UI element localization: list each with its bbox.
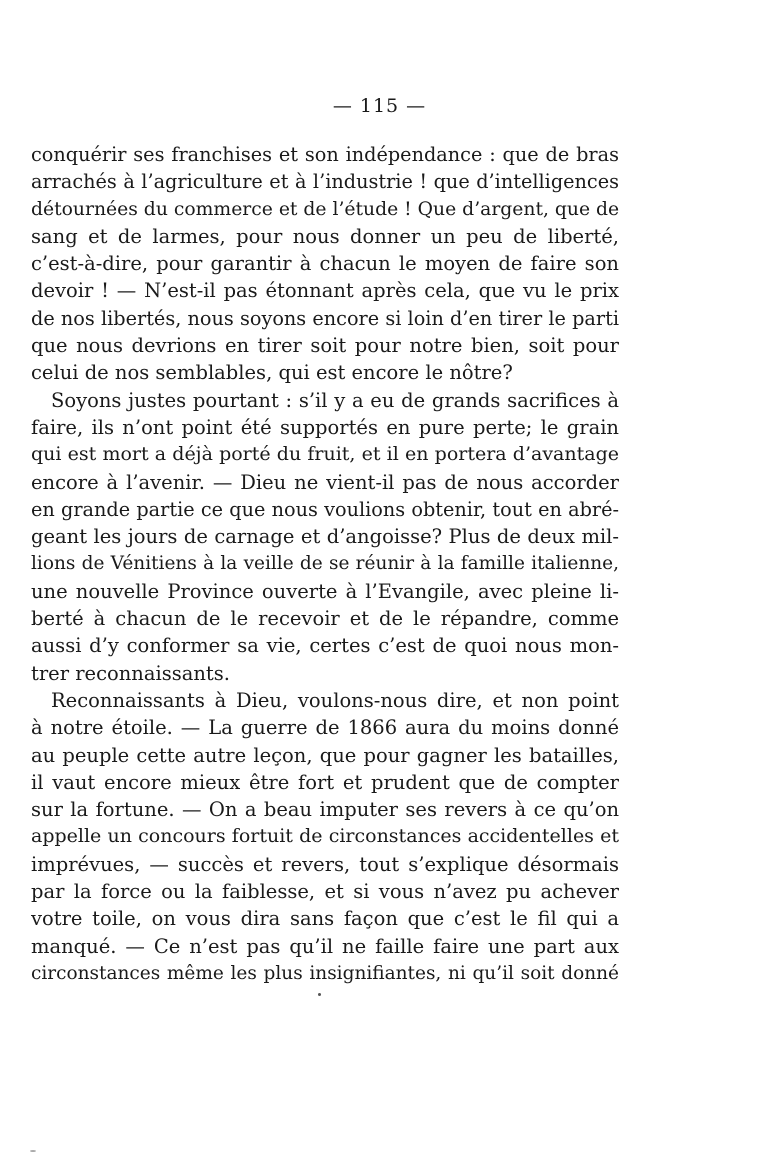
text-line: qui est mort a déjà porté du fruit, et il en portera d’avantage: [31, 443, 619, 466]
paragraph-1: [31, 141, 619, 387]
text-line: c’est-à-dire, pour garantir à chacun le moyen de faire son: [31, 252, 619, 276]
text-line: arrachés à l’agriculture et à l’industrie ! que d’intelligences: [31, 170, 619, 194]
text-line: conquérir ses franchises et son indépendance : que de bras: [31, 143, 619, 166]
text-line: geant les jours de carnage et d’angoisse? Plus de deux mil-: [31, 525, 619, 549]
text-line: berté à chacun de le recevoir et de le répandre, comme: [31, 607, 619, 631]
paragraph-3: [31, 687, 619, 987]
text-line: de nos libertés, nous soyons encore si loin d’en tirer le parti: [31, 306, 619, 330]
text-line: en grande partie ce que nous voulions obtenir, tout en abré-: [31, 497, 619, 521]
page-number: — 115 —: [332, 95, 427, 117]
text-line: manqué. — Ce n’est pas qu’il ne faille faire une part aux: [31, 934, 619, 958]
text-line: votre toile, on vous dira sans façon que c’est le fil qui a: [31, 907, 619, 931]
text-line: il vaut encore mieux être fort et prudent que de compter: [31, 770, 619, 794]
text-line: encore à l’avenir. — Dieu ne vient-il pas de nous accorder: [31, 470, 619, 494]
text-line: celui de nos semblables, qui est encore le nôtre?: [31, 361, 513, 385]
text-line: imprévues, — succès et revers, tout s’explique désormais: [31, 852, 619, 876]
text-line: aussi d’y conformer sa vie, certes c’est de quoi nous mon-: [31, 634, 619, 658]
text-line: Reconnaissants à Dieu, voulons-nous dire, et non point: [51, 688, 619, 712]
print-speck: [30, 1150, 36, 1152]
text-line: une nouvelle Province ouverte à l’Evangile, avec pleine li-: [31, 579, 619, 603]
text-line: détournées du commerce et de l’étude ! Que d’argent, que de: [31, 198, 619, 220]
text-line: sang et de larmes, pour nous donner un peu de liberté,: [31, 224, 619, 248]
paragraph-2: [31, 387, 619, 687]
text-line: faire, ils n’ont point été supportés en pure perte; le grain: [31, 415, 619, 439]
text-line: que nous devrions en tirer soit pour notre bien, soit pour: [31, 334, 619, 358]
text-line: lions de Vénitiens à la veille de se réunir à la famille italienne,: [31, 553, 619, 575]
text-line: sur la fortune. — On a beau imputer ses revers à ce qu’on: [31, 798, 619, 822]
text-line: au peuple cette autre leçon, que pour gagner les batailles,: [31, 743, 619, 767]
body-text: [31, 141, 619, 987]
text-line: à notre étoile. — La guerre de 1866 aura du moins donné: [31, 716, 619, 740]
text-line: Soyons justes pourtant : s’il y a eu de grands sacrifices à: [51, 388, 619, 412]
text-line: appelle un concours fortuit de circonstances accidentelles et: [31, 825, 619, 848]
text-line: circonstances même les plus insignifiantes, ni qu’il soit donné: [31, 962, 619, 984]
text-line: devoir ! — N’est-il pas étonnant après cela, que vu le prix: [31, 279, 619, 303]
text-line: trer reconnaissants.: [31, 661, 230, 685]
text-line: par la force ou la faiblesse, et si vous n’avez pu achever: [31, 880, 619, 904]
print-speck: [318, 993, 321, 996]
